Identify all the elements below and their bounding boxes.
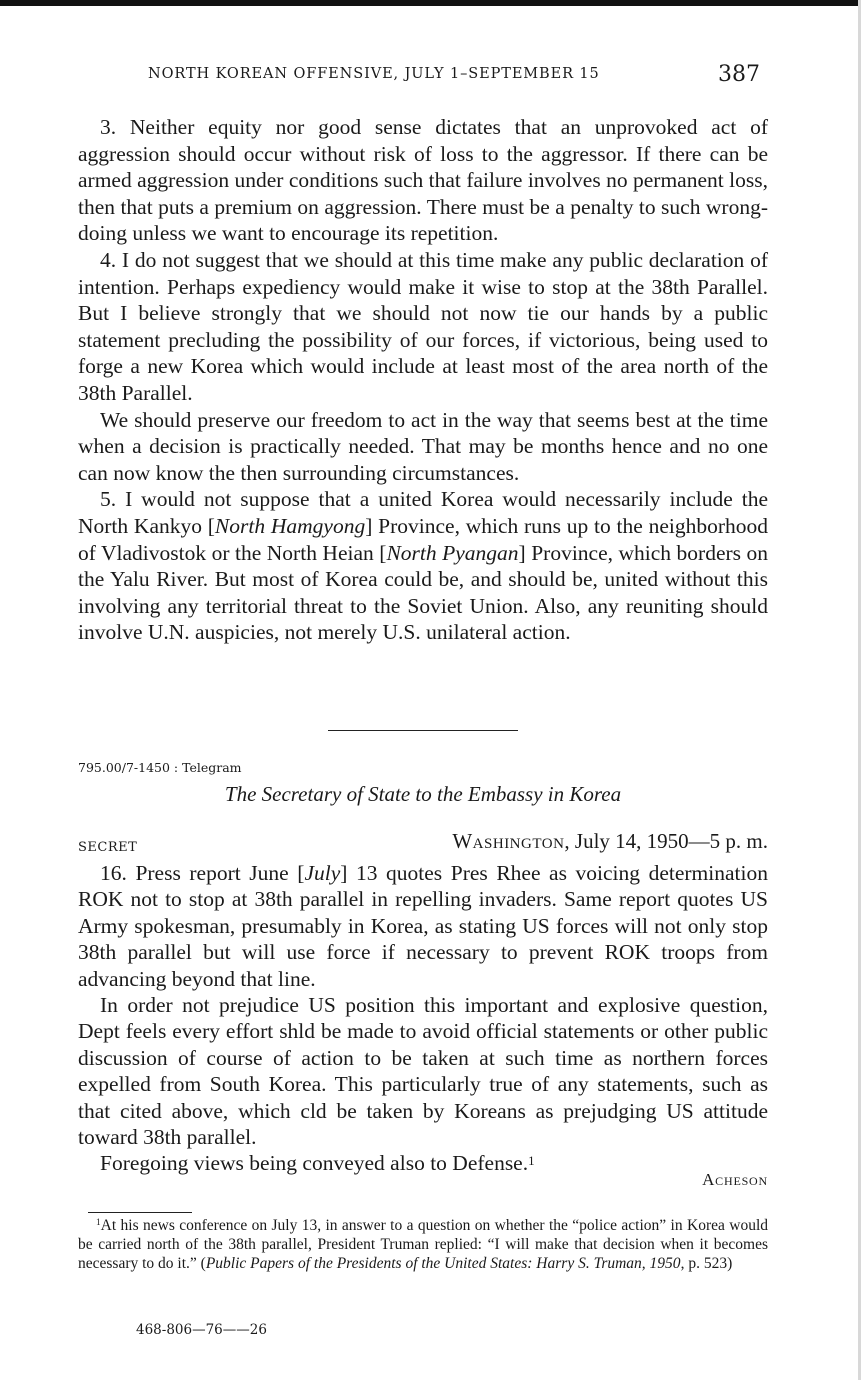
telegram-p1-italic-july: July [304, 861, 341, 885]
telegram-p1-text-a: 16. Press report June [ [100, 861, 305, 885]
footnote-marker: 1 [96, 1218, 101, 1229]
document-id: 795.00/7-1450 : Telegram [78, 760, 242, 775]
paragraph-3: 3. Neither equity nor good sense dictates that an unprovoked act of aggression should occur without risk of loss to the aggressor. If there can be armed aggression under conditions such that failure involves no permanent loss, then that puts a premium on aggression. There must be a penalty to such wrong-doing unless we want to encourage its repetition. [78, 115, 768, 246]
paragraph-5-italic-north-pyangan: North Pyangan [386, 540, 519, 565]
paragraph-5-italic-north-hamgyong: North Hamgyong [214, 513, 366, 538]
paragraph-4-continued: We should preserve our freedom to act in the way that seems best at the time when a decision is practically needed. That may be months hence and no one can now know the then surrounding circumstances. [78, 407, 768, 485]
memo-body [78, 114, 768, 646]
telegram-body [78, 860, 768, 1177]
footnote-text-a: At his news conference on July 13, in answer to a question on whether the “police action” in Korea would be carried north of the 38th parallel, President Truman replied: “I will make that decision when it becomes necessary to do it.” ( [78, 1217, 768, 1273]
telegram-paragraph-1 [78, 860, 768, 992]
document-title: The Secretary of State to the Embassy in Korea [224, 782, 622, 806]
print-code: 468-806—76——26 [136, 1322, 267, 1338]
signature: Acheson [702, 1170, 768, 1189]
footnote [78, 1216, 768, 1274]
classification-label: SECRET [78, 840, 138, 855]
paragraph-5 [78, 486, 768, 646]
dateline-place: Washington [452, 829, 565, 853]
paragraph-5-text-a: 5. I would not suppose that a united Korea would necessarily include the North Kankyo [ [78, 487, 768, 538]
dateline [452, 829, 768, 854]
telegram-paragraph-3 [78, 1150, 768, 1176]
paragraph-4: 4. I do not suggest that we should at this time make any public declaration of intention. Perhaps expediency would make it wise to stop at the 38th Parallel. But I believe strongly that we should not now tie our hands by a public statement precluding the possibility of our forces, if victorious, being used to forge a new Korea which would include at least most of the area north of the 38th Parallel. [78, 247, 768, 405]
page-top-edge [0, 0, 861, 6]
running-head: NORTH KOREAN OFFENSIVE, JULY 1–SEPTEMBER 15 [148, 66, 600, 82]
telegram-p1-text-b: ] 13 quotes Pres Rhee as voicing determination ROK not to stop at 38th parallel in repelling invaders. Same report quotes US Army spokesman, presumably in Korea, as stating US forces will not only stop 38th parallel but will use force if necessary to prevent ROK troops from advancing beyond that line. [78, 861, 768, 991]
section-divider [328, 730, 518, 731]
footnote-text-b: , p. 523) [680, 1255, 733, 1273]
footnote-italic-citation: Public Papers of the Presidents of the United States: Harry S. Truman, 1950 [205, 1255, 681, 1273]
page-number: 387 [718, 62, 760, 87]
paragraph-5-text-c: ] Province, which borders on the Yalu River. But most of Korea could be, and should be, united without this involving any territorial threat to the Soviet Union. Also, any reuniting should involve U.N. auspicies, not merely U.S. unilateral action. [78, 540, 769, 645]
footnote-reference: 1 [528, 1153, 535, 1168]
dateline-date: , July 14, 1950—5 p. m. [564, 829, 768, 853]
telegram-p3-text: Foregoing views being conveyed also to Defense. [100, 1151, 529, 1176]
paragraph-5-text-b: ] Province, which runs up to the neighborhood of Vladivostok or the North Heian [ [78, 513, 769, 565]
telegram-paragraph-2: In order not prejudice US position this important and explosive question, Dept feels every effort shld be made to avoid official statements or other public discussion of course of action to be taken at such time as northern forces expelled from South Korea. This particularly true of any statements, such as that cited above, which cld be taken by Koreans as prejudging US attitude toward 38th parallel. [78, 993, 768, 1150]
footnote-divider [88, 1212, 192, 1213]
